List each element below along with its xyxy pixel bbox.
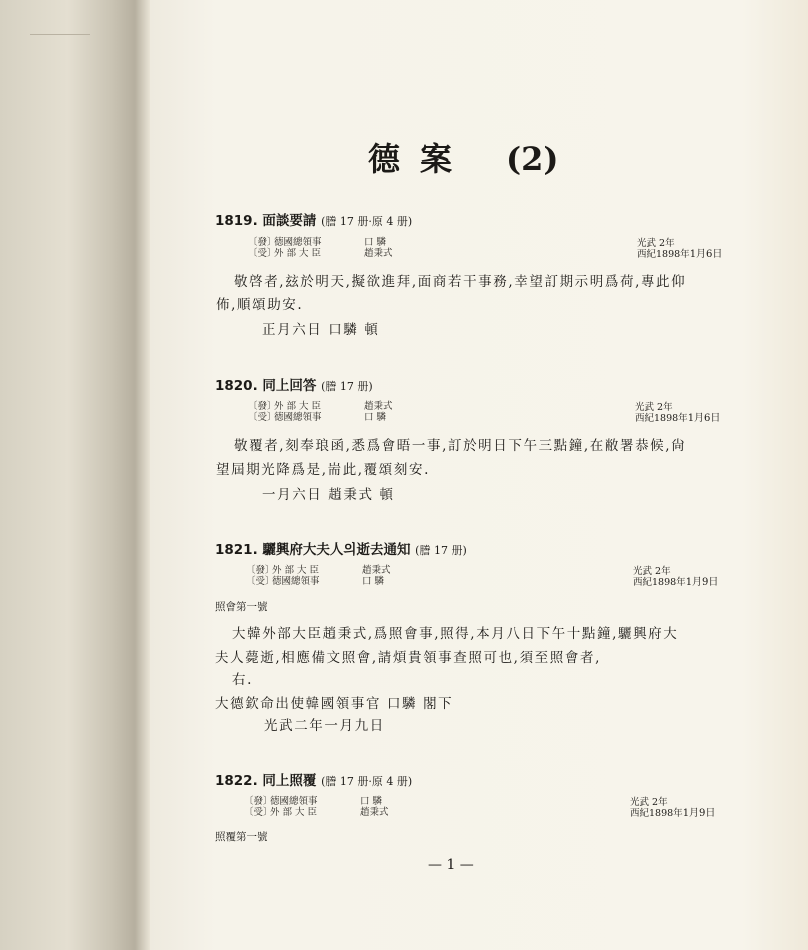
memo-number: 照覆第一號 — [215, 831, 268, 843]
person-name: 趙秉式 — [362, 565, 391, 576]
role-label: 〔發〕 — [244, 796, 273, 807]
entry-receiver — [246, 576, 384, 587]
entry-title: 面談要請 — [262, 213, 317, 229]
entry-heading-1821 — [215, 538, 467, 558]
date-korean: 光武 2年 — [630, 797, 668, 808]
person-name: 口 驎 — [360, 796, 383, 807]
person-name: 口 驎 — [364, 237, 387, 248]
spine-mark — [30, 34, 90, 35]
addressee-line: 大德欽命出使韓國領事官 口驎 閣下 — [215, 696, 454, 712]
date-month-day: 1月9日 — [685, 577, 719, 588]
entry-number: 1821. — [215, 542, 258, 558]
memo-number: 照會第一號 — [215, 601, 268, 613]
entry-title: 驪興府大夫人의逝去通知 — [262, 542, 411, 558]
entry-sender — [244, 796, 382, 807]
office: 外 部 大 臣 — [274, 401, 322, 412]
entry-receiver — [248, 248, 393, 259]
date-korean: 光武 2年 — [633, 566, 671, 577]
entry-date — [630, 797, 715, 819]
role-label: 〔受〕 — [248, 412, 277, 423]
entry-sender — [246, 565, 391, 576]
entry-title: 同上回答 — [262, 378, 317, 394]
title-char-2: 案 — [420, 140, 453, 178]
body-line: 大韓外部大臣趙秉式,爲照會事,照得,本月八日下午十點鐘,驪興府大 — [232, 626, 679, 642]
entry-receiver — [248, 412, 386, 423]
office: 外 部 大 臣 — [272, 565, 320, 576]
book-spine-shadow — [0, 0, 150, 950]
body-line: 敬覆者,刻奉琅函,悉爲會晤一事,訂於明日下午三點鐘,在敝署恭候,尙 — [234, 438, 687, 454]
body-line: 佈,順頌助安. — [216, 297, 304, 313]
entry-source: (謄 17 册) — [415, 544, 467, 557]
page-title — [368, 134, 559, 180]
entry-date — [635, 402, 720, 424]
entry-heading-1822 — [215, 769, 412, 789]
office: 外 部 大 臣 — [274, 248, 322, 259]
entry-source: (謄 17 册·原 4 册) — [321, 215, 413, 228]
person-name: 趙秉式 — [364, 248, 393, 259]
role-label: 〔發〕 — [248, 401, 277, 412]
office: 德國總領事 — [272, 576, 320, 587]
entry-number: 1820. — [215, 378, 258, 394]
person-name: 趙秉式 — [364, 401, 393, 412]
entry-receiver — [244, 807, 389, 818]
office: 德國總領事 — [274, 412, 322, 423]
date-western: 西紀1898年 — [633, 577, 686, 588]
entry-sender — [248, 237, 386, 248]
person-name: 口 驎 — [362, 576, 385, 587]
person-name: 口 驎 — [364, 412, 387, 423]
closing-line: 一月六日 趙秉式 頓 — [262, 487, 395, 503]
date-western: 西紀1898年 — [637, 249, 690, 260]
date-western: 西紀1898年 — [630, 808, 683, 819]
role-label: 〔受〕 — [248, 248, 277, 259]
role-label: 〔受〕 — [246, 576, 275, 587]
entry-heading-1819 — [215, 209, 412, 229]
date-month-day: 1月9日 — [682, 808, 716, 819]
closing-line: 正月六日 口驎 頓 — [262, 322, 380, 338]
entry-heading-1820 — [215, 374, 373, 394]
page-number: — 1 — — [428, 857, 474, 873]
date-month-day: 1月6日 — [689, 249, 723, 260]
entry-date — [633, 566, 718, 588]
role-label: 〔發〕 — [248, 237, 277, 248]
entry-number: 1822. — [215, 773, 258, 789]
title-char-1: 德 — [368, 140, 401, 178]
entry-sender — [248, 401, 393, 412]
role-label: 〔發〕 — [246, 565, 275, 576]
entry-title: 同上照覆 — [262, 773, 317, 789]
title-number: (2) — [506, 140, 559, 178]
body-line: 夫人薨逝,相應備文照會,請煩貴領事查照可也,須至照會者, — [215, 650, 601, 666]
closing-line: 光武二年一月九日 — [264, 718, 385, 734]
date-korean: 光武 2年 — [635, 402, 673, 413]
office: 德國總領事 — [270, 796, 318, 807]
entry-source: (謄 17 册·原 4 册) — [321, 775, 413, 788]
office: 外 部 大 臣 — [270, 807, 318, 818]
entry-source: (謄 17 册) — [321, 380, 373, 393]
body-line: 望屆期光降爲是,耑此,覆頌刻安. — [216, 462, 430, 478]
office: 德國總領事 — [274, 237, 322, 248]
date-month-day: 1月6日 — [687, 413, 721, 424]
body-line: 敬啓者,玆於明天,擬欲進拜,面商若干事務,幸望訂期示明爲荷,專此仰 — [234, 274, 687, 290]
role-label: 〔受〕 — [244, 807, 273, 818]
date-western: 西紀1898年 — [635, 413, 688, 424]
entry-number: 1819. — [215, 213, 258, 229]
date-korean: 光武 2年 — [637, 238, 675, 249]
body-line: 右. — [232, 672, 253, 688]
entry-date — [637, 238, 722, 260]
person-name: 趙秉式 — [360, 807, 389, 818]
